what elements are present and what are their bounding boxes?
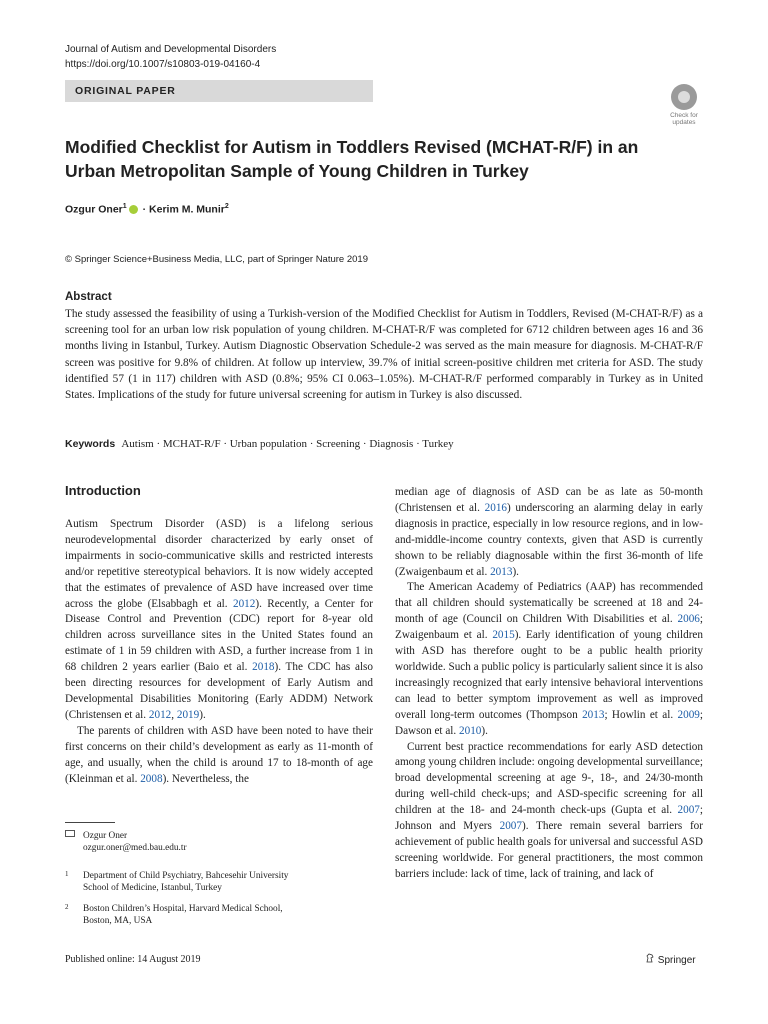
journal-header bbox=[65, 42, 276, 72]
affiliation-number: 2 bbox=[65, 903, 69, 911]
paragraph: The parents of children with ASD have been noted to have their first concerns on their child’s development as early as 11-month of age, and usually, when the child is around 17 to 18-month of age (Kleinman et al. 2008). Nevertheless, the bbox=[65, 724, 373, 785]
citation-link[interactable]: 2013 bbox=[582, 708, 605, 721]
citation-link[interactable]: 2007 bbox=[499, 820, 522, 833]
springer-horse-icon bbox=[645, 953, 655, 963]
affiliation-2: Boston Children’s Hospital, Harvard Medical School, Boston, MA, USA bbox=[83, 904, 283, 926]
paragraph: Current best practice recommendations for early ASD detection among young children include: ongoing developmental surveillance; broad developmental screening at age 9-, 18-, and 24/30-month during well-child check-ups; and ASD-specific screening for all children at the 18- and 24-month check-ups (Gupta et al. 2007; Johnson and Myers 2007). There remain several barriers for achievement of public health goals for universal and successful ASD screening worldwide. For general practitioners, the most common barriers include: lack of time, lack of training, and lack of bbox=[395, 740, 703, 880]
citation-link[interactable]: 2007 bbox=[677, 804, 700, 817]
citation-link[interactable]: 2018 bbox=[252, 661, 275, 674]
contact-name: Ozgur Oner bbox=[83, 831, 128, 841]
paper-title: Modified Checklist for Autism in Toddlers Revised (MCHAT-R/F) in an Urban Metropolitan Sample of Young Children in Turkey bbox=[65, 137, 639, 181]
orcid-icon[interactable] bbox=[129, 205, 138, 214]
citation-link[interactable]: 2009 bbox=[677, 708, 700, 721]
publisher-logo bbox=[645, 953, 696, 966]
footnote-divider bbox=[65, 822, 115, 823]
author-name[interactable]: Kerim M. Munir bbox=[149, 203, 225, 216]
citation-link[interactable]: 2013 bbox=[490, 565, 513, 578]
published-date: Published online: 14 August 2019 bbox=[65, 954, 201, 965]
keywords-label: Keywords bbox=[65, 438, 116, 450]
keywords bbox=[65, 438, 705, 450]
author-list: Ozgur Oner$^1$ · Kerim M. Munir$^2$ bbox=[65, 203, 229, 216]
envelope-icon bbox=[65, 830, 75, 837]
author-name[interactable]: Ozgur Oner bbox=[65, 203, 123, 216]
paragraph: Autism Spectrum Disorder (ASD) is a lifelong serious neurodevelopmental disorder characterized by early onset of impairments in socio-communicative skills and restricted interests and/or repetitive stereotypical behaviors. It is now widely accepted that the estimates of prevalence of ASD have increased over time across the globe (Elsabbagh et al. 2012). Recently, a Center for Disease Control and Prevention (CDC) report for 8-year old children across surveillance sites in the United States found an estimate of 1 in 59 children with ASD, a further increase from 1 in 68 children 2 years earlier (Baio et al. 2018). The CDC has also been directing resources for development of Early Autism and Developmental Disabilities Monitoring (Early ADDM) Network (Christensen et al. 2012, 2019). bbox=[65, 518, 374, 721]
paragraph: The American Academy of Pediatrics (AAP) has recommended that all children should systematically be screened at 18 and 24-month of age (Council on Children With Disabilities et al. 2006; Zwaigenbaum et al. 2015). Early identification of young children with ASD has therefore ought to be a public health priority worldwide. Such a public policy is particularly salient since it is also increasingly recognized that early intensive behavioral interventions can lead to better symptom improvement as well as improved overall long-term outcomes (Thompson 2013; Howlin et al. 2009; Dawson et al. 2010). bbox=[395, 581, 703, 737]
corresponding-author bbox=[83, 830, 187, 854]
body-column-right bbox=[395, 485, 703, 883]
affiliation-1: Department of Child Psychiatry, Bahcesehir University School of Medicine, Istanbul, Turkey bbox=[83, 871, 289, 893]
citation-link[interactable]: 2006 bbox=[677, 613, 700, 626]
citation-link[interactable]: 2010 bbox=[459, 724, 482, 737]
section-heading-introduction: Introduction bbox=[65, 483, 141, 498]
badge-text: Check for updates bbox=[670, 112, 698, 126]
citation-link[interactable]: 2008 bbox=[140, 772, 163, 785]
check-updates-icon bbox=[671, 84, 697, 110]
abstract-heading: Abstract bbox=[65, 291, 112, 303]
paragraph: median age of diagnosis of ASD can be as late as 50-month (Christensen et al. 2016) underscoring an alarming delay in early diagnosis in practice, especially in low resource regions, and in low-and-middle-income country contexts, given that ASD is currently shown to be reliably diagnosable within the first 36-month of life (Zwaigenbaum et al. 2013). bbox=[395, 486, 703, 578]
publisher-name: Springer bbox=[657, 955, 696, 966]
check-for-updates-badge[interactable] bbox=[664, 84, 704, 126]
keywords-list: Autism · MCHAT-R/F · Urban population · Screening · Diagnosis · Turkey bbox=[121, 438, 454, 450]
abstract-text: The study assessed the feasibility of using a Turkish-version of the Modified Checklist for Autism in Toddlers, Revised (M-CHAT-R/F) as a screening tool for an urban low risk population of young children. M-CHAT-R/F was completed for 6712 children between ages 16 and 36 months living in Istanbul, Turkey. Autism Diagnostic Observation Schedule-2 was served as the main measure for diagnosis. M-CHAT-R/F screen was positive for 9.8% of children. At follow up interview, 39.7% of initial screen-positive children met criteria for ASD. The study identified 57 (1 in 117) children with ASD (0.8%; 95% CI 0.063–1.05%). M-CHAT-R/F performed comparably in Turkey as in United States. Implications of the study for future universal screening for autism in Turkey is also discussed. bbox=[65, 308, 703, 402]
citation-link[interactable]: 2012 bbox=[232, 597, 256, 610]
citation-link[interactable]: 2015 bbox=[492, 629, 515, 642]
contact-email[interactable]: ozgur.oner@med.bau.edu.tr bbox=[83, 843, 187, 853]
citation-link[interactable]: 2016 bbox=[484, 501, 507, 514]
affiliation-number: 1 bbox=[65, 870, 69, 878]
body-column-left bbox=[65, 517, 373, 787]
citation-link[interactable]: 2019 bbox=[176, 708, 200, 721]
journal-name: Journal of Autism and Developmental Disorders bbox=[65, 44, 277, 55]
section-label: ORIGINAL PAPER bbox=[65, 80, 373, 102]
copyright-notice: © Springer Science+Business Media, LLC, part of Springer Nature 2019 bbox=[65, 254, 368, 265]
citation-link[interactable]: 2012 bbox=[148, 708, 172, 721]
doi-link[interactable]: https://doi.org/10.1007/s10803-019-04160-4 bbox=[65, 59, 261, 70]
